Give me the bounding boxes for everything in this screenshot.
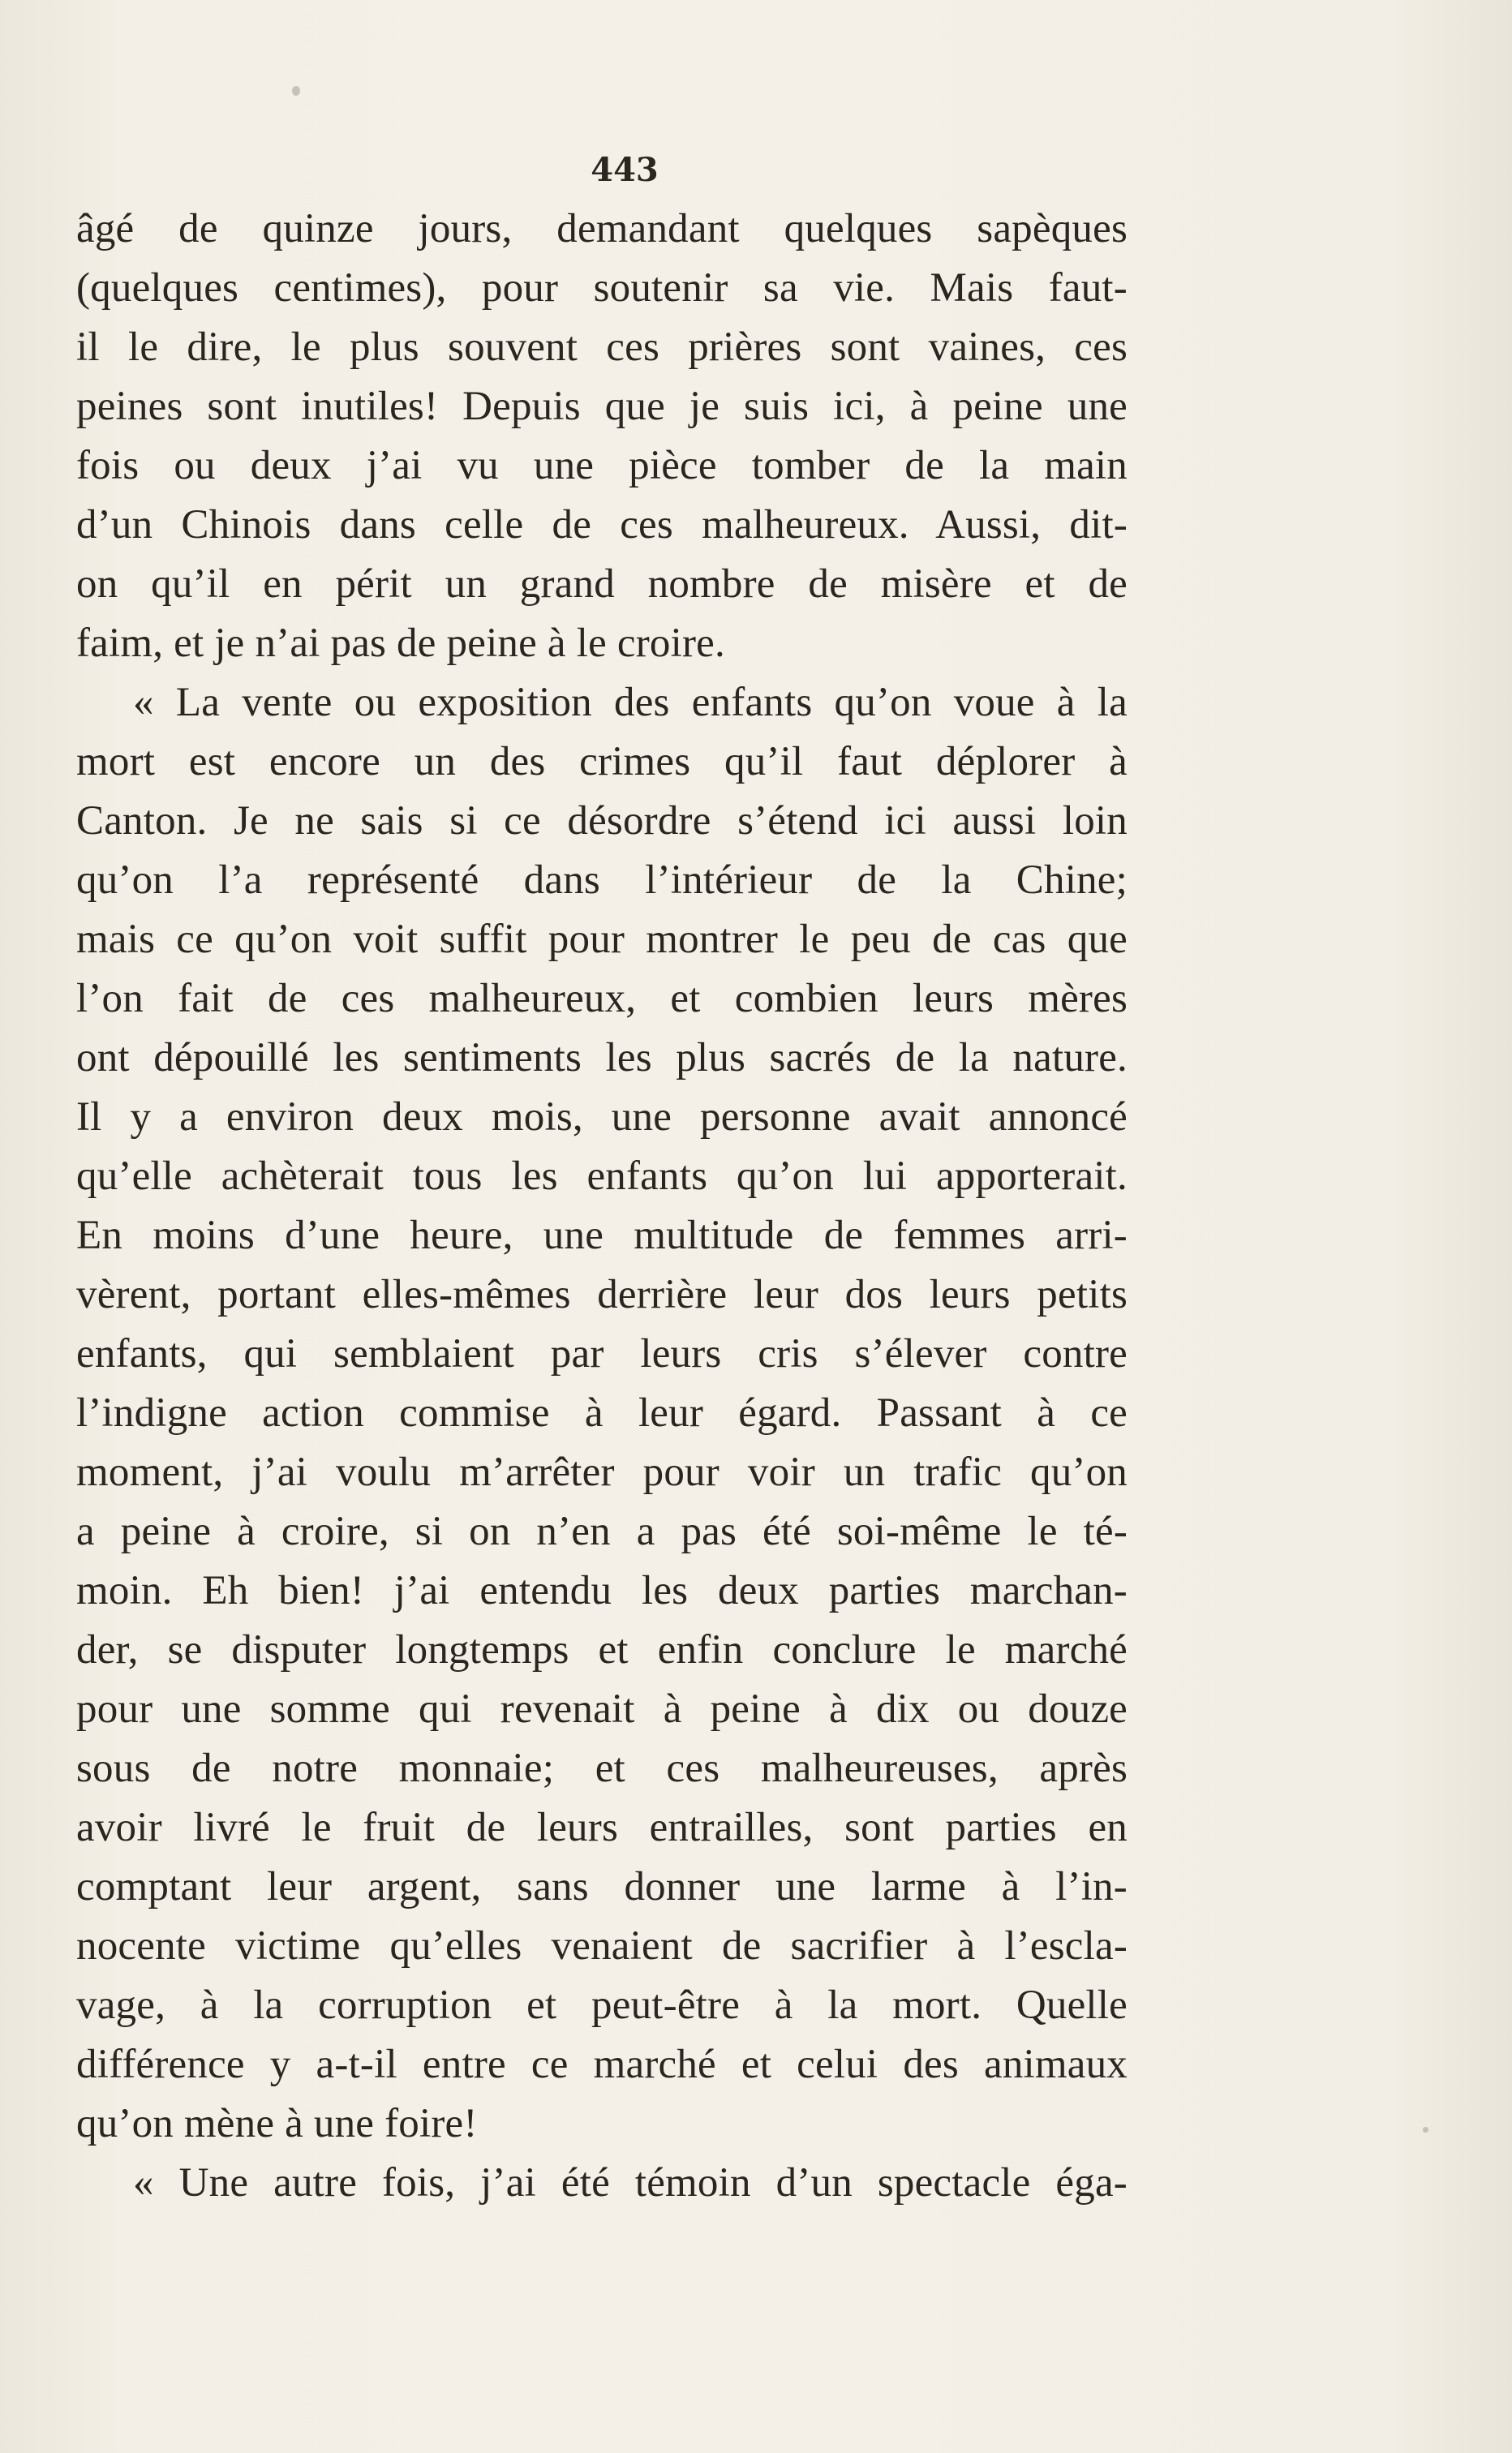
text-line: qu’on mène à une foire! [76, 2101, 478, 2146]
text-line: avoir livré le fruit de leurs entrailles, sont parties en [76, 1805, 1128, 1850]
text-line: vage, à la corruption et peut-être à la mort. Quelle [76, 1983, 1128, 2028]
text-line: différence y a-t-il entre ce marché et celui des animaux [76, 2042, 1128, 2087]
text-line: fois ou deux j’ai vu une pièce tomber de la main [76, 443, 1128, 488]
text-line: (quelques centimes), pour soutenir sa vie. Mais faut- [76, 265, 1128, 311]
text-line: « La vente ou exposition des enfants qu’on voue à la [133, 680, 1128, 725]
text-line: moin. Eh bien! j’ai entendu les deux parties marchan- [76, 1568, 1128, 1613]
text-line: on qu’il en périt un grand nombre de misère et de [76, 561, 1128, 607]
text-line: peines sont inutiles! Depuis que je suis ici, à peine une [76, 384, 1128, 429]
text-line: Il y a environ deux mois, une personne avait annoncé [76, 1094, 1128, 1140]
text-line: qu’elle achèterait tous les enfants qu’on lui apporterait. [76, 1153, 1128, 1199]
page-text [76, 200, 1128, 2213]
text-line: En moins d’une heure, une multitude de femmes arri- [76, 1213, 1128, 1258]
text-line: nocente victime qu’elles venaient de sacrifier à l’escla- [76, 1923, 1128, 1969]
text-line: pour une somme qui revenait à peine à dix ou douze [76, 1686, 1128, 1732]
text-line: a peine à croire, si on n’en a pas été soi-même le té- [76, 1509, 1128, 1554]
text-line: sous de notre monnaie; et ces malheureuses, après [76, 1746, 1128, 1791]
paper-spot [292, 86, 300, 96]
text-line: mort est encore un des crimes qu’il faut déplorer à [76, 739, 1128, 784]
text-line: il le dire, le plus souvent ces prières sont vaines, ces [76, 324, 1128, 370]
text-line: âgé de quinze jours, demandant quelques sapèques [76, 206, 1128, 251]
text-line: enfants, qui semblaient par leurs cris s’élever contre [76, 1331, 1128, 1377]
text-line: comptant leur argent, sans donner une larme à l’in- [76, 1864, 1128, 1910]
text-line: Canton. Je ne sais si ce désordre s’étend ici aussi loin [76, 798, 1128, 844]
text-line: d’un Chinois dans celle de ces malheureux. Aussi, dit- [76, 502, 1128, 548]
text-line: moment, j’ai voulu m’arrêter pour voir un trafic qu’on [76, 1450, 1128, 1495]
text-line: l’indigne action commise à leur égard. Passant à ce [76, 1390, 1128, 1436]
paper-spot [1423, 2127, 1428, 2133]
text-line: faim, et je n’ai pas de peine à le croire. [76, 621, 725, 666]
text-line: mais ce qu’on voit suffit pour montrer le peu de cas que [76, 917, 1128, 962]
text-line: ont dépouillé les sentiments les plus sacrés de la nature. [76, 1035, 1128, 1080]
text-line: vèrent, portant elles-mêmes derrière leur dos leurs petits [76, 1272, 1128, 1317]
text-line: der, se disputer longtemps et enfin conclure le marché [76, 1627, 1128, 1673]
text-line: qu’on l’a représenté dans l’intérieur de la Chine; [76, 857, 1128, 903]
text-line: « Une autre fois, j’ai été témoin d’un spectacle éga- [133, 2160, 1128, 2206]
page-number: 443 [591, 151, 659, 189]
text-line: l’on fait de ces malheureux, et combien leurs mères [76, 976, 1128, 1021]
